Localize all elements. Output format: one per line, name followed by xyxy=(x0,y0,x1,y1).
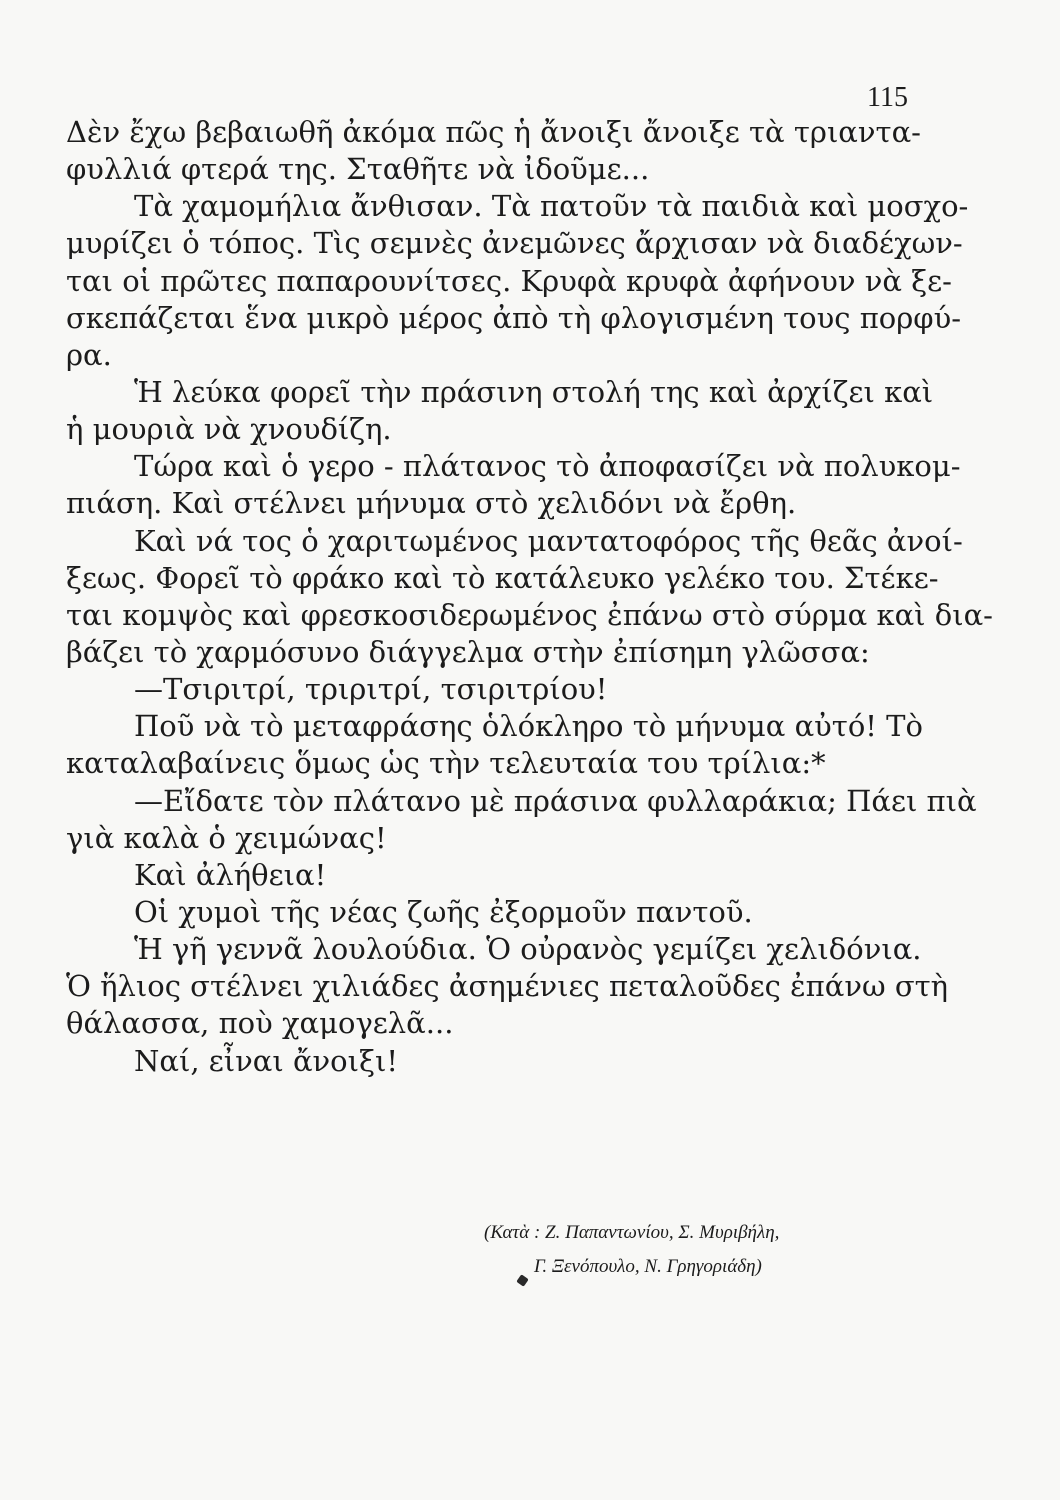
body-text xyxy=(66,114,993,1080)
text-line: Ποῦ νὰ τὸ μεταφράσης ὁλόκληρο τὸ μήνυμα αὐτό! Τὸ xyxy=(134,709,923,744)
text-line: Ἡ λεύκα φορεῖ τὴν πράσινη στολή της καὶ ἀρχίζει καὶ xyxy=(134,374,934,409)
text-line: φυλλιά φτερά της. Σταθῆτε νὰ ἰδοῦμε... xyxy=(66,152,650,187)
text-line: πιάση. Καὶ στέλνει μήνυμα στὸ χελιδόνι νὰ ἔρθη. xyxy=(66,486,797,521)
text-line: Ναί, εἶναι ἄνοιξι! xyxy=(134,1043,399,1078)
attribution-line: (Κατὰ : Ζ. Παπαντωνίου, Σ. Μυριβήλη, xyxy=(484,1222,780,1243)
attribution-line: Γ. Ξενόπουλο, Ν. Γρηγοριάδη) xyxy=(534,1256,762,1277)
page-number: 115 xyxy=(867,82,908,113)
text-line: Δὲν ἔχω βεβαιωθῆ ἀκόμα πῶς ἡ ἄνοιξι ἄνοιξε τὰ τριαντα- xyxy=(66,115,921,149)
text-line: Καὶ νά τος ὁ χαριτωμένος μαντατοφόρος τῆς θεᾶς ἀνοί- xyxy=(134,523,963,558)
text-line: ρα. xyxy=(66,337,112,372)
text-line: Τὰ χαμομήλια ἄνθισαν. Τὰ πατοῦν τὰ παιδιὰ καὶ μοσχο- xyxy=(134,189,969,224)
attribution xyxy=(420,1216,908,1284)
text-line: —Τσιριτρί, τριριτρί, τσιριτρίου! xyxy=(134,672,608,707)
text-line: Ὁ ἥλιος στέλνει χιλιάδες ἀσημένιες πεταλοῦδες ἐπάνω στὴ xyxy=(66,969,949,1004)
text-line: ται κομψὸς καὶ φρεσκοσιδερωμένος ἐπάνω στὸ σύρμα καὶ δια- xyxy=(66,597,993,632)
text-line: ξεως. Φορεῖ τὸ φράκο καὶ τὸ κατάλευκο γελέκο του. Στέκε- xyxy=(66,560,939,595)
text-line: ται οἱ πρῶτες παπαρουνίτσες. Κρυφὰ κρυφὰ ἀφήνουν νὰ ξε- xyxy=(66,263,952,298)
text-line: θάλασσα, ποὺ χαμογελᾶ... xyxy=(66,1006,454,1041)
text-line: Καὶ ἀλήθεια! xyxy=(134,857,327,892)
text-line: —Εἴδατε τὸν πλάτανο μὲ πράσινα φυλλαράκια; Πάει πιὰ xyxy=(134,783,977,818)
text-line: Οἱ χυμοὶ τῆς νέας ζωῆς ἐξορμοῦν παντοῦ. xyxy=(134,894,753,929)
text-line: ἡ μουριὰ νὰ χνουδίζη. xyxy=(66,412,392,447)
text-line: βάζει τὸ χαρμόσυνο διάγγελμα στὴν ἐπίσημη γλῶσσα: xyxy=(66,634,870,669)
text-line: γιὰ καλὰ ὁ χειμώνας! xyxy=(66,820,387,855)
text-line: Τώρα καὶ ὁ γερο - πλάτανος τὸ ἀποφασίζει νὰ πολυκομ- xyxy=(134,449,961,484)
text-line: καταλαβαίνεις ὅμως ὡς τὴν τελευταία του τρίλια:* xyxy=(66,746,826,781)
text-line: Ἡ γῆ γεννᾶ λουλούδια. Ὁ οὐρανὸς γεμίζει χελιδόνια. xyxy=(134,932,922,967)
text-line: σκεπάζεται ἕνα μικρὸ μέρος ἀπὸ τὴ φλογισμένη τους πορφύ- xyxy=(66,300,962,335)
text-line: μυρίζει ὁ τόπος. Τὶς σεμνὲς ἀνεμῶνες ἄρχισαν νὰ διαδέχων- xyxy=(66,226,963,261)
